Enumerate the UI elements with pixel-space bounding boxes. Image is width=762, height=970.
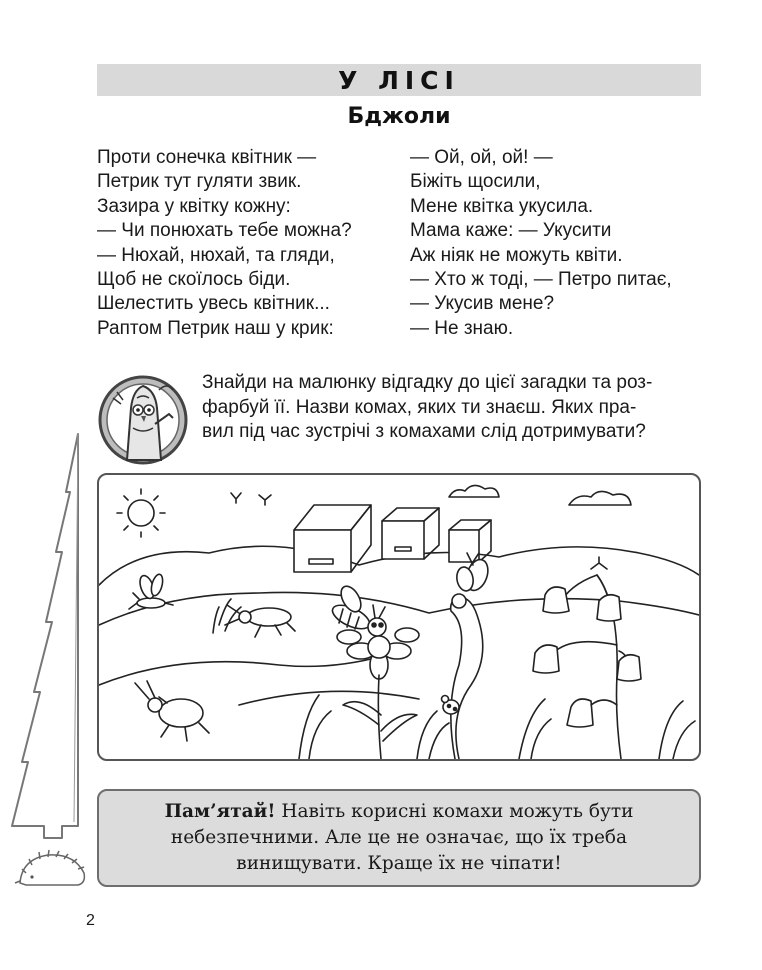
poem-line: Проти сонечка квітник —: [97, 147, 317, 168]
poem-right-column: [410, 146, 672, 341]
poem-line: Аж ніяк не можуть квіти.: [410, 244, 623, 266]
poem-line: Раптом Петрик наш у крик:: [97, 317, 334, 339]
owl-tree-icon: [93, 368, 193, 468]
poem-line: — Не знаю.: [410, 317, 514, 339]
meadow-illustration: [97, 473, 701, 761]
task-line: вил під час зустрічі з комахами слід дотримувати?: [202, 421, 646, 442]
poem-line: — Нюхай, нюхай, та гляди,: [97, 244, 335, 266]
remember-text: Навіть корисні комахи можуть бути: [275, 801, 634, 822]
remember-note: [97, 789, 701, 887]
poem-line: Щоб не скоїлось біди.: [97, 269, 291, 291]
sun-icon: [117, 489, 165, 537]
hedgehog-icon: [12, 845, 92, 893]
poem-line: Біжіть щосили,: [410, 171, 541, 193]
poem-left-column: [97, 146, 352, 341]
fir-tree-icon: [4, 432, 94, 842]
remember-label: Пам’ятай!: [164, 801, 276, 822]
poem-line: — Ой, ой, ой! —: [410, 147, 553, 168]
remember-line-1: [165, 799, 634, 825]
beetle-icon: [135, 681, 209, 741]
poem-line: Мама каже: — Укусити: [410, 220, 612, 242]
bellflower-icon: [533, 557, 641, 759]
beetle-icon: [225, 605, 295, 637]
poem-line: Мене квітка укусила.: [410, 195, 594, 217]
poem-line: Зазира у квітку кожну:: [97, 195, 291, 217]
task-line: Знайди на малюнку відгадку до цієї загадки та роз-: [202, 372, 653, 393]
caterpillar-icon: [451, 553, 492, 759]
beehive-icon: [294, 505, 491, 572]
grasshopper-icon: [129, 573, 173, 609]
task-line: фарбуй її. Назви комах, яких ти знаєш. Яких пра-: [202, 396, 637, 418]
poem-line: Петрик тут гуляти звик.: [97, 171, 302, 193]
poem-line: — Хто ж тоді, — Петро питає,: [410, 269, 672, 291]
poem-line: Шелестить увесь квітник...: [97, 293, 330, 315]
task-instructions: [202, 371, 702, 445]
bee-icon: [329, 583, 386, 636]
poem-line: — Укусив мене?: [410, 293, 555, 315]
remember-line-3: винищувати. Краще їх не чіпати!: [236, 853, 562, 874]
poem-line: — Чи понюхать тебе можна?: [97, 220, 352, 242]
page-number: 2: [86, 912, 95, 929]
flower-icon: [337, 628, 419, 759]
poem-title: Бджоли: [347, 104, 451, 129]
section-title-bar: [97, 64, 701, 96]
section-title: У ЛІСІ: [338, 65, 460, 95]
remember-line-2: небезпечними. Але це не означає, що їх треба: [170, 827, 628, 848]
